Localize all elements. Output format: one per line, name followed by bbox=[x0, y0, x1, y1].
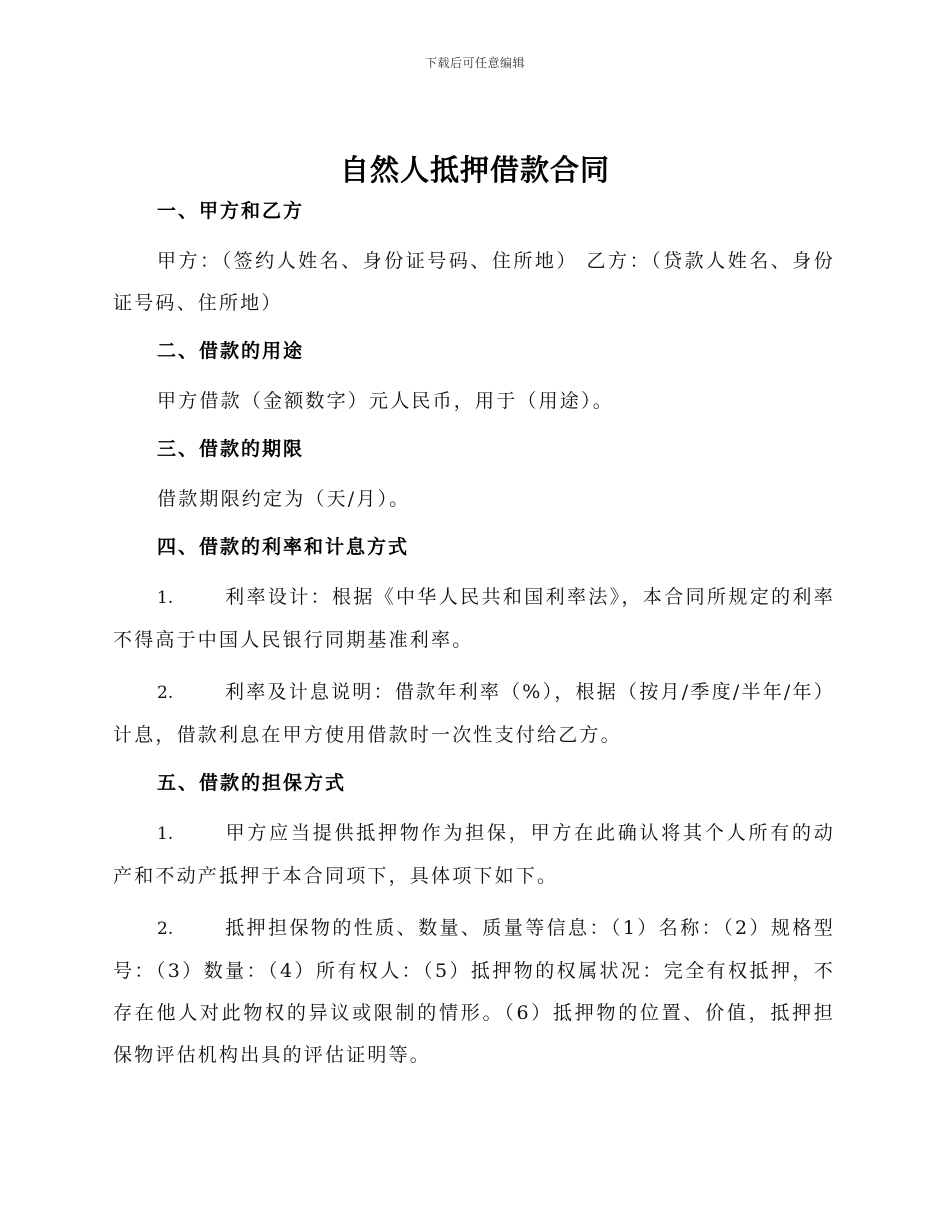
section-heading-1: 一、甲方和乙方 bbox=[157, 200, 305, 222]
section-heading-4: 四、借款的利率和计息方式 bbox=[157, 536, 410, 558]
item-number: 2. bbox=[157, 919, 174, 939]
document-body bbox=[113, 196, 835, 1076]
section-4-item-2 bbox=[113, 671, 835, 756]
section-heading-3: 三、借款的期限 bbox=[157, 438, 305, 460]
item-text: 利率设计：根据《中华人民共和国利率法》，本合同所规定的利率不得高于中国人民银行同期基准利率。 bbox=[113, 586, 835, 651]
item-number: 1. bbox=[157, 824, 174, 844]
item-text: 利率及计息说明：借款年利率（%），根据（按月/季度/半年/年）计息，借款利息在甲方使用借款时一次性支付给乙方。 bbox=[113, 681, 835, 746]
item-text: 抵押担保物的性质、数量、质量等信息：（1）名称：（2）规格型号：（3）数量：（4）所有权人：（5）抵押物的权属状况：完全有权抵押，不存在他人对此物权的异议或限制的情形。（6）抵押物的位置、价值，抵押担保物评估机构出具的评估证明等。 bbox=[113, 917, 835, 1066]
section-5-item-2 bbox=[113, 907, 835, 1076]
item-number: 2. bbox=[157, 683, 174, 703]
item-text: 甲方应当提供抵押物作为担保，甲方在此确认将其个人所有的动产和不动产抵押于本合同项下，具体项下如下。 bbox=[113, 822, 835, 887]
item-number: 1. bbox=[157, 588, 174, 608]
section-3-paragraph: 借款期限约定为（天/月）。 bbox=[157, 488, 411, 510]
document-title: 自然人抵押借款合同 bbox=[339, 153, 610, 187]
header-note: 下载后可任意编辑 bbox=[424, 56, 525, 70]
section-2-paragraph: 甲方借款（金额数字）元人民币，用于（用途）。 bbox=[157, 390, 614, 412]
section-heading-2: 二、借款的用途 bbox=[157, 340, 305, 362]
section-heading-5: 五、借款的担保方式 bbox=[157, 772, 347, 794]
section-5-item-1 bbox=[113, 812, 835, 897]
section-1-paragraph: 甲方：（签约人姓名、身份证号码、住所地） 乙方：（贷款人姓名、身份证号码、住所地） bbox=[113, 250, 835, 314]
section-4-item-1 bbox=[113, 576, 835, 661]
